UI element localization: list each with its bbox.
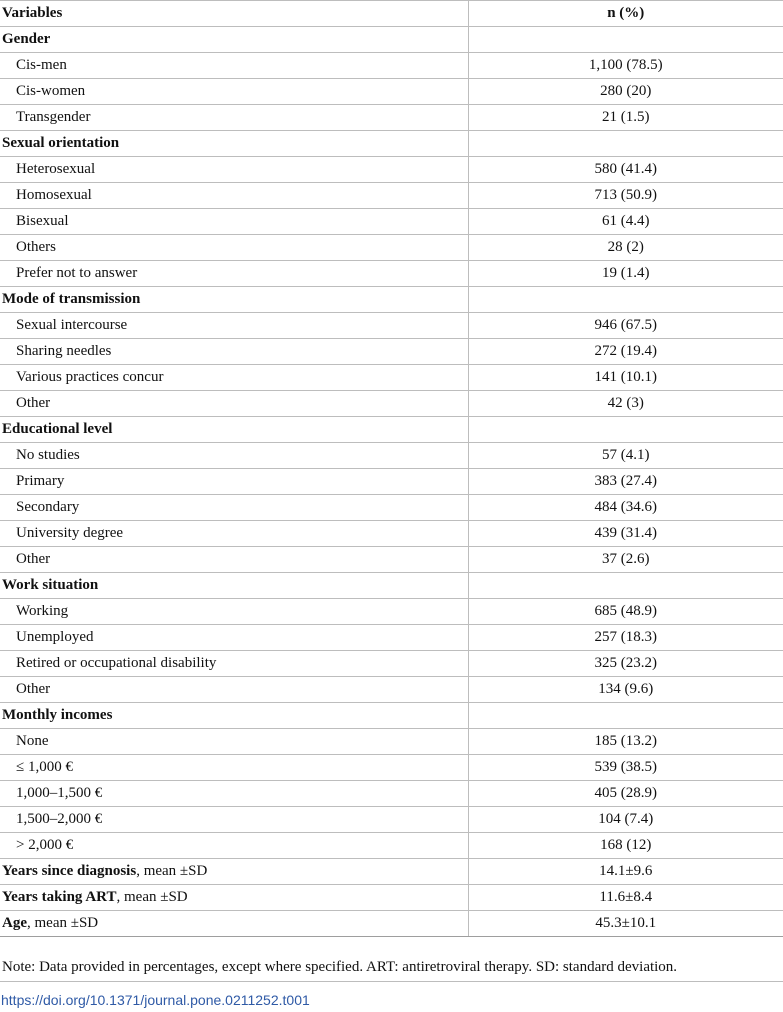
summary-label-rest: , mean ±SD	[136, 863, 208, 879]
row-label: Other	[0, 547, 468, 573]
row-value: 946 (67.5)	[468, 313, 783, 339]
summary-label-rest: , mean ±SD	[27, 915, 99, 931]
row-label: Sexual intercourse	[0, 313, 468, 339]
row-label: Homosexual	[0, 183, 468, 209]
row-label: > 2,000 €	[0, 833, 468, 859]
row-value: 325 (23.2)	[468, 651, 783, 677]
table-row	[0, 469, 783, 495]
row-label: Unemployed	[0, 625, 468, 651]
row-label: Transgender	[0, 105, 468, 131]
section-title: Mode of transmission	[0, 287, 468, 313]
row-value: 580 (41.4)	[468, 157, 783, 183]
row-value: 57 (4.1)	[468, 443, 783, 469]
table-row	[0, 729, 783, 755]
table-row	[0, 365, 783, 391]
row-label: Others	[0, 235, 468, 261]
row-label: Retired or occupational disability	[0, 651, 468, 677]
table-row	[0, 261, 783, 287]
section-title: Gender	[0, 27, 468, 53]
summary-label-rest: , mean ±SD	[116, 889, 188, 905]
table-row	[0, 781, 783, 807]
row-label: Working	[0, 599, 468, 625]
summary-label	[0, 885, 468, 911]
summary-row	[0, 911, 783, 937]
table-row	[0, 235, 783, 261]
row-label: ≤ 1,000 €	[0, 755, 468, 781]
summary-label-bold: Years since diagnosis	[2, 863, 137, 879]
table-row	[0, 79, 783, 105]
row-value: 134 (9.6)	[468, 677, 783, 703]
row-value: 42 (3)	[468, 391, 783, 417]
row-label: Primary	[0, 469, 468, 495]
row-value: 439 (31.4)	[468, 521, 783, 547]
section-title: Monthly incomes	[0, 703, 468, 729]
table-row	[0, 495, 783, 521]
table-row	[0, 391, 783, 417]
table-row	[0, 183, 783, 209]
row-value: 37 (2.6)	[468, 547, 783, 573]
summary-value: 45.3±10.1	[468, 911, 783, 937]
row-label: Cis-women	[0, 79, 468, 105]
table-row	[0, 599, 783, 625]
table-row	[0, 157, 783, 183]
row-value: 61 (4.4)	[468, 209, 783, 235]
summary-row	[0, 859, 783, 885]
table-row	[0, 807, 783, 833]
row-label: Cis-men	[0, 53, 468, 79]
row-value: 484 (34.6)	[468, 495, 783, 521]
row-label: No studies	[0, 443, 468, 469]
row-label: Bisexual	[0, 209, 468, 235]
row-label: Prefer not to answer	[0, 261, 468, 287]
row-label: Other	[0, 391, 468, 417]
table-row	[0, 209, 783, 235]
row-label: University degree	[0, 521, 468, 547]
row-label: 1,500–2,000 €	[0, 807, 468, 833]
table-row	[0, 313, 783, 339]
row-value: 1,100 (78.5)	[468, 53, 783, 79]
table-row	[0, 833, 783, 859]
doi-link[interactable]: https://doi.org/10.1371/journal.pone.0211252.t001	[1, 992, 310, 1008]
header-variables: Variables	[0, 1, 468, 27]
row-value: 104 (7.4)	[468, 807, 783, 833]
row-value: 19 (1.4)	[468, 261, 783, 287]
row-value: 141 (10.1)	[468, 365, 783, 391]
row-value: 257 (18.3)	[468, 625, 783, 651]
section-title: Work situation	[0, 573, 468, 599]
section-row	[0, 131, 783, 157]
row-value: 272 (19.4)	[468, 339, 783, 365]
table-row	[0, 443, 783, 469]
table-row	[0, 625, 783, 651]
summary-label	[0, 911, 468, 937]
table-row	[0, 547, 783, 573]
summary-label	[0, 859, 468, 885]
header-n-percent: n (%)	[468, 1, 783, 27]
table-row	[0, 339, 783, 365]
row-value: 280 (20)	[468, 79, 783, 105]
summary-label-bold: Age	[2, 915, 27, 931]
table-row	[0, 105, 783, 131]
row-value: 383 (27.4)	[468, 469, 783, 495]
summary-value: 11.6±8.4	[468, 885, 783, 911]
table-footnote: Note: Data provided in percentages, except where specified. ART: antiretroviral therapy. SD: standard deviation.	[2, 959, 678, 975]
row-value: 713 (50.9)	[468, 183, 783, 209]
row-value: 185 (13.2)	[468, 729, 783, 755]
section-title: Sexual orientation	[0, 131, 468, 157]
row-value: 685 (48.9)	[468, 599, 783, 625]
section-row	[0, 27, 783, 53]
table-row	[0, 651, 783, 677]
section-row	[0, 287, 783, 313]
table-row	[0, 755, 783, 781]
row-label: None	[0, 729, 468, 755]
row-value: 539 (38.5)	[468, 755, 783, 781]
table-row	[0, 677, 783, 703]
row-value: 405 (28.9)	[468, 781, 783, 807]
row-label: Other	[0, 677, 468, 703]
table-row	[0, 521, 783, 547]
footnote-divider	[0, 981, 783, 982]
section-row	[0, 417, 783, 443]
summary-value: 14.1±9.6	[468, 859, 783, 885]
section-title: Educational level	[0, 417, 468, 443]
row-value: 21 (1.5)	[468, 105, 783, 131]
table-header-row	[0, 1, 783, 27]
section-row	[0, 703, 783, 729]
row-value: 168 (12)	[468, 833, 783, 859]
section-row	[0, 573, 783, 599]
summary-label-bold: Years taking ART	[2, 889, 117, 905]
row-label: Heterosexual	[0, 157, 468, 183]
row-value: 28 (2)	[468, 235, 783, 261]
row-label: 1,000–1,500 €	[0, 781, 468, 807]
row-label: Various practices concur	[0, 365, 468, 391]
row-label: Secondary	[0, 495, 468, 521]
table-row	[0, 53, 783, 79]
summary-row	[0, 885, 783, 911]
row-label: Sharing needles	[0, 339, 468, 365]
